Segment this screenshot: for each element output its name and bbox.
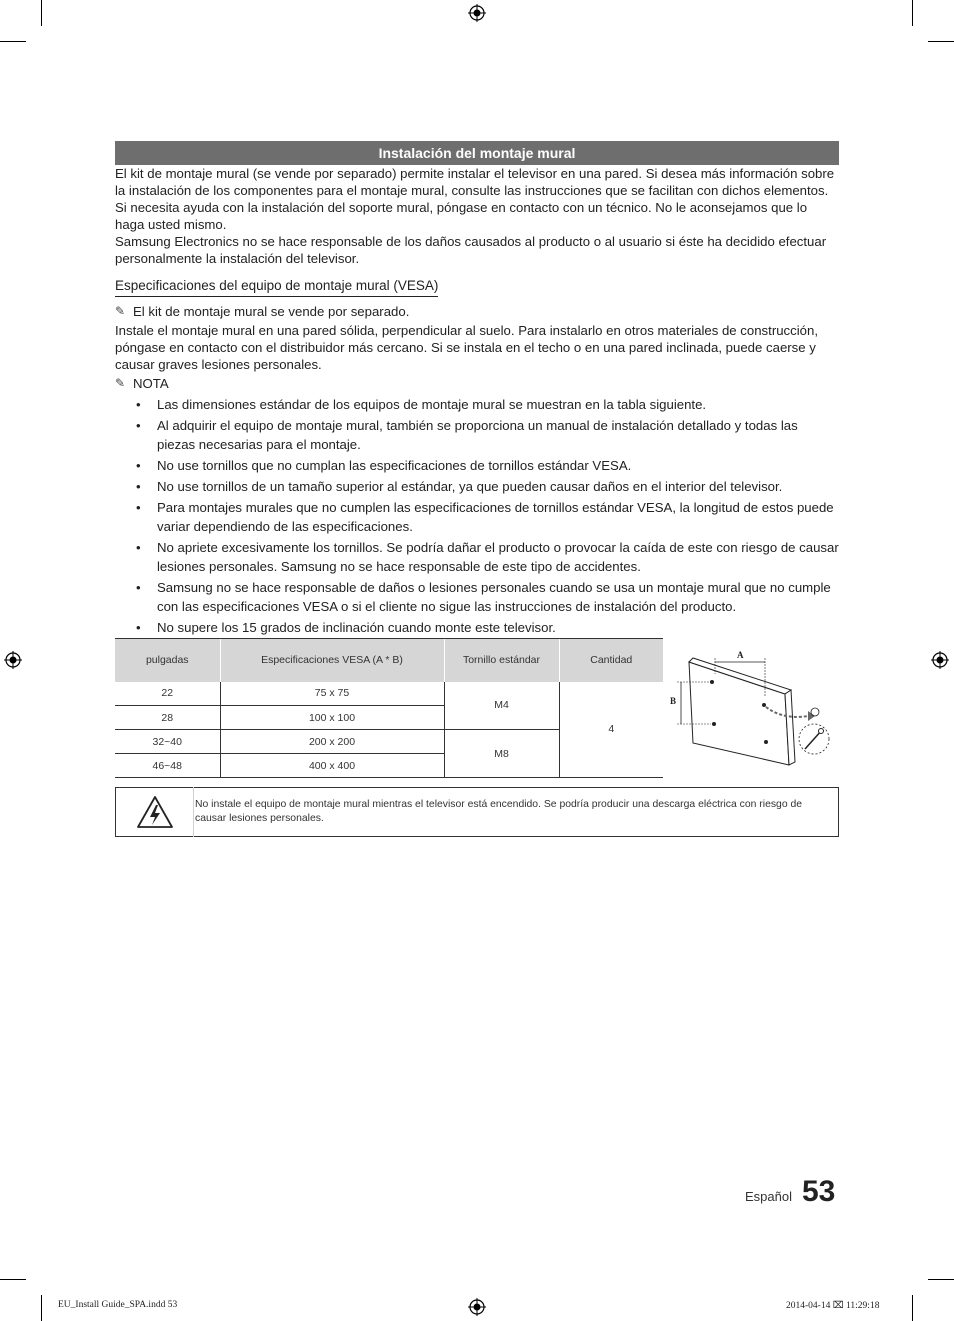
column-header: pulgadas (115, 639, 220, 682)
list-item: • Las dimensiones estándar de los equipos de montaje mural se muestran en la tabla siguiente. (115, 395, 839, 414)
cell-inches: 22 (115, 682, 220, 706)
intro-paragraph: Samsung Electronics no se hace responsable de los daños causados al producto o al usuario si éste ha decidido efectuar personalmente la instalación del televisor. (115, 234, 827, 266)
nota-label: NOTA (133, 376, 169, 391)
registration-mark-icon (931, 651, 949, 669)
cell-inches: 28 (115, 706, 220, 730)
cell-screw: M4 (444, 682, 559, 730)
page-content (115, 141, 839, 639)
list-item: • No supere los 15 grados de inclinación cuando monte este televisor. (115, 618, 839, 637)
pencil-note-icon: ✎ (115, 376, 126, 390)
vesa-table (115, 638, 663, 778)
column-header: Cantidad (559, 639, 663, 682)
list-item: • No use tornillos de un tamaño superior al estándar, ya que pueden causar daños en el interior del televisor. (115, 477, 839, 496)
list-item: • Al adquirir el equipo de montaje mural, también se proporciona un manual de instalación detallado y todas las piezas necesarias para el montaje. (115, 416, 839, 454)
nota-heading (115, 375, 839, 392)
warning-icon (116, 787, 194, 837)
crop-mark (928, 1279, 954, 1280)
list-item: • Para montajes murales que no cumplen las especificaciones de tornillos estándar VESA, la longitud de estos puede variar dependiendo de las especificaciones. (115, 498, 839, 536)
section-title: Instalación del montaje mural (115, 141, 839, 165)
column-header: Especificaciones VESA (A * B) (220, 639, 444, 682)
cell-vesa: 75 x 75 (220, 682, 444, 706)
cell-vesa: 400 x 400 (220, 754, 444, 778)
note-kit-text: El kit de montaje mural se vende por separado. (133, 304, 410, 319)
install-paragraph: Instale el montaje mural en una pared sólida, perpendicular al suelo. Para instalarlo en otros materiales de construcción, póngase en contacto con el distribuidor más cercano. Si se instala en el techo o en una pared inclinada, puede caerse y causar graves lesiones personales. (115, 323, 818, 372)
dimension-label-b: B (670, 696, 677, 706)
crop-mark (912, 1295, 913, 1321)
warning-box (115, 787, 839, 837)
cell-inches: 46~48 (115, 754, 220, 778)
crop-mark (928, 41, 954, 42)
footer-language: Español (745, 1189, 792, 1204)
cell-vesa: 100 x 100 (220, 706, 444, 730)
list-item: • Samsung no se hace responsable de daños o lesiones personales cuando se usa un montaje mural que no cumple con las especificaciones VESA o si el cliente no sigue las instrucciones de instalación del producto. (115, 578, 839, 616)
crop-mark (41, 1295, 42, 1321)
note-bullet-list (115, 395, 839, 637)
slug-date-info: 2014-04-14 ⌧ 11:29:18 (786, 1301, 880, 1311)
list-item: • No use tornillos que no cumplan las especificaciones de tornillos estándar VESA. (115, 456, 839, 475)
tv-wall-mount-diagram (665, 638, 840, 778)
intro-paragraph: El kit de montaje mural (se vende por separado) permite instalar el televisor en una pared. Si desea más información sobre la instalación de los componentes para el montaje mural, consulte las instrucciones que se facilitan con dichos elementos. Si necesita ayuda con la instalación del soporte mural, póngase en contacto con un técnico. No le aconsejamos que lo haga usted mismo. (115, 166, 835, 232)
slug-file-info: EU_Install Guide_SPA.indd 53 (58, 1300, 178, 1310)
column-header: Tornillo estándar (444, 639, 559, 682)
table-row (115, 682, 663, 706)
list-item: • No apriete excesivamente los tornillos. Se podría dañar el producto o provocar la caída de este con riesgo de causar lesiones personales. Samsung no se hace responsable de este tipo de accidentes. (115, 538, 839, 576)
crop-mark (41, 0, 42, 26)
registration-mark-icon (468, 1298, 486, 1316)
cell-quantity: 4 (559, 682, 663, 778)
crop-mark (0, 1279, 26, 1280)
pencil-note-icon: ✎ (115, 304, 126, 318)
crop-mark (0, 41, 26, 42)
subsection-title: Especificaciones del equipo de montaje mural (VESA) (115, 278, 438, 297)
warning-text: No instale el equipo de montaje mural mientras el televisor está encendido. Se podría producir una descarga eléctrica con riesgo de causar lesiones personales. (195, 799, 803, 824)
registration-mark-icon (468, 4, 486, 22)
dimension-label-a: A (737, 650, 744, 660)
cell-vesa: 200 x 200 (220, 730, 444, 754)
page-number: 53 (802, 1175, 836, 1208)
crop-mark (912, 0, 913, 26)
table-header-row (115, 639, 663, 682)
note-kit (115, 303, 839, 320)
cell-screw: M8 (444, 730, 559, 778)
cell-inches: 32~40 (115, 730, 220, 754)
registration-mark-icon (4, 651, 22, 669)
